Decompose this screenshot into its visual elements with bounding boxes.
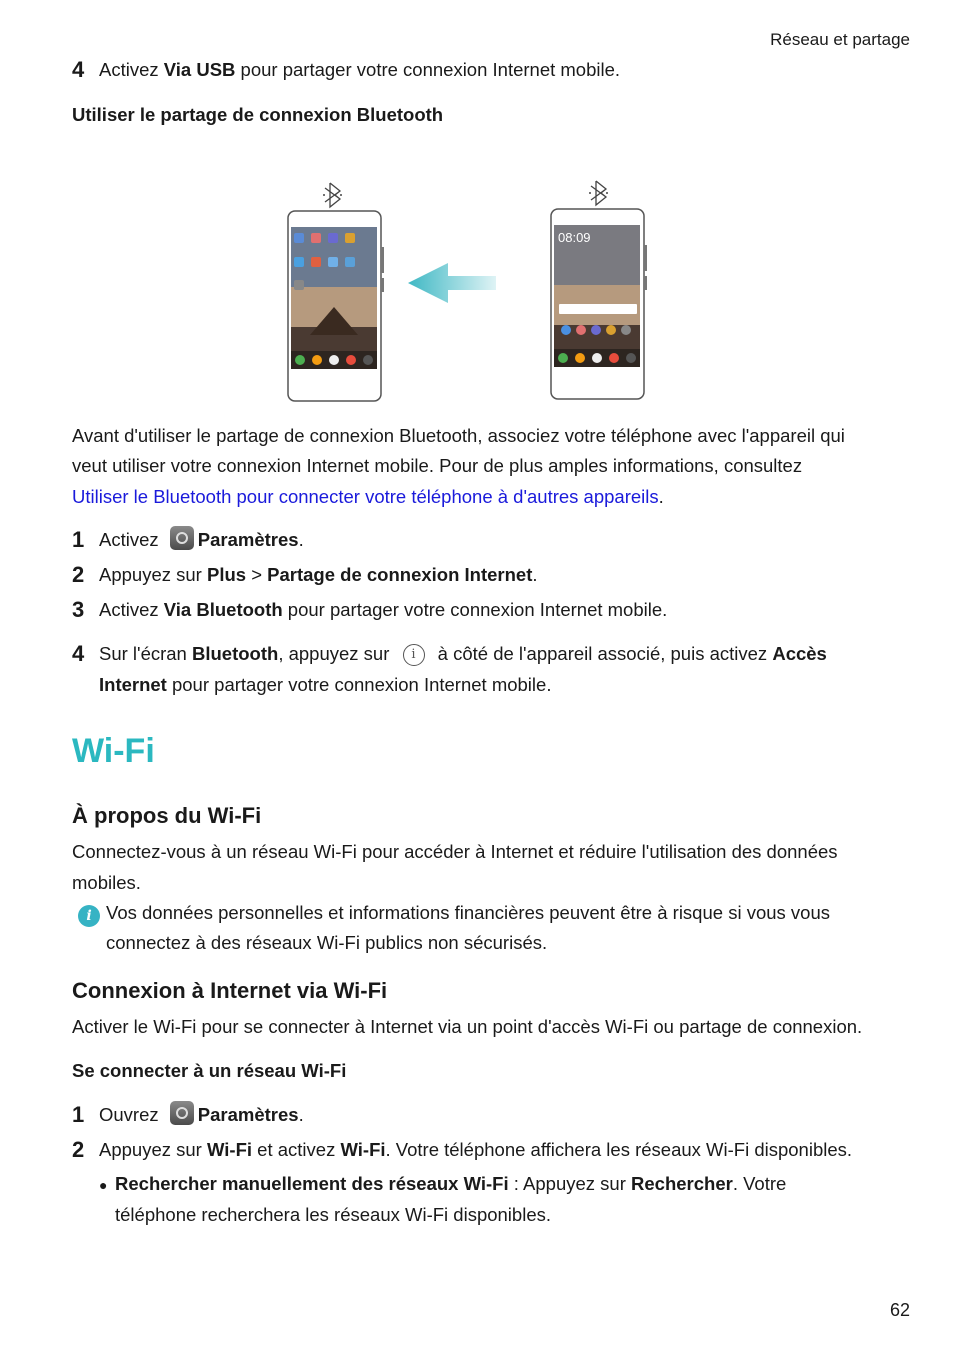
step-number: 2 [72, 1137, 85, 1162]
step-number: 4 [72, 57, 85, 82]
step-text: Sur l'écran Bluetooth, appuyez sur i à côté de l'appareil associé, puis activez Accès [99, 643, 827, 664]
step-text-continued: Internet pour partager votre connexion Internet mobile. [99, 674, 552, 695]
right-phone [551, 209, 647, 399]
page-number: 62 [889, 1300, 910, 1320]
step-text: Activez Paramètres. [99, 525, 304, 555]
lockscreen-time: 08:09 [558, 230, 591, 245]
settings-app-icon [170, 1101, 194, 1125]
paragraph-line: Utiliser le Bluetooth pour connecter votre téléphone à d'autres appareils. [72, 486, 664, 507]
paragraph-line: Activer le Wi-Fi pour se connecter à Internet via un point d'accès Wi-Fi ou partage de connexion. [72, 1016, 863, 1037]
step-number: 3 [72, 597, 85, 622]
bluetooth-sharing-illustration [280, 175, 660, 407]
note-text: Vos données personnelles et informations financières peuvent être à risque si vous vous [106, 902, 830, 923]
step-text: Activez Via Bluetooth pour partager votre connexion Internet mobile. [99, 599, 668, 620]
bullet-text: Rechercher manuellement des réseaux Wi-Fi : Appuyez sur Rechercher. Votre [115, 1173, 787, 1194]
step-text: Ouvrez Paramètres. [99, 1100, 304, 1130]
section-subheading: Utiliser le partage de connexion Bluetooth [72, 104, 444, 125]
running-header: Réseau et partage [770, 30, 910, 49]
info-icon: i [403, 644, 425, 666]
section-subheading: Se connecter à un réseau Wi-Fi [72, 1060, 347, 1081]
arrow-left-icon [408, 263, 496, 303]
paragraph-line: Connectez-vous à un réseau Wi-Fi pour accéder à Internet et réduire l'utilisation des données [72, 841, 838, 862]
step-text: Appuyez sur Plus > Partage de connexion Internet. [99, 564, 538, 585]
paragraph-line: Avant d'utiliser le partage de connexion Bluetooth, associez votre téléphone avec l'appareil qui [72, 425, 845, 446]
bluetooth-guide-link[interactable]: Utiliser le Bluetooth pour connecter votre téléphone à d'autres appareils [72, 486, 659, 507]
section-heading: Connexion à Internet via Wi-Fi [72, 978, 388, 1003]
step-number: 1 [72, 527, 85, 552]
bullet-text-continued: téléphone recherchera les réseaux Wi-Fi disponibles. [115, 1204, 551, 1225]
bluetooth-icon [323, 183, 342, 207]
section-heading: À propos du Wi-Fi [72, 803, 262, 828]
paragraph-line: mobiles. [72, 872, 141, 893]
paragraph-line: veut utiliser votre connexion Internet mobile. Pour de plus amples informations, consultez [72, 455, 803, 476]
chapter-title: Wi-Fi [72, 732, 155, 770]
step-number: 4 [72, 641, 85, 666]
left-phone [288, 211, 384, 401]
settings-app-icon [170, 526, 194, 550]
step-number: 1 [72, 1102, 85, 1127]
step-text: Appuyez sur Wi-Fi et activez Wi-Fi. Votre téléphone affichera les réseaux Wi-Fi disponibles. [99, 1139, 853, 1160]
bluetooth-icon [589, 181, 608, 205]
note-info-icon: i [78, 905, 100, 927]
step-text: Activez Via USB pour partager votre connexion Internet mobile. [99, 59, 621, 80]
note-text: connectez à des réseaux Wi-Fi publics non sécurisés. [106, 932, 548, 953]
step-number: 2 [72, 562, 85, 587]
bullet-icon: ● [99, 1177, 108, 1193]
